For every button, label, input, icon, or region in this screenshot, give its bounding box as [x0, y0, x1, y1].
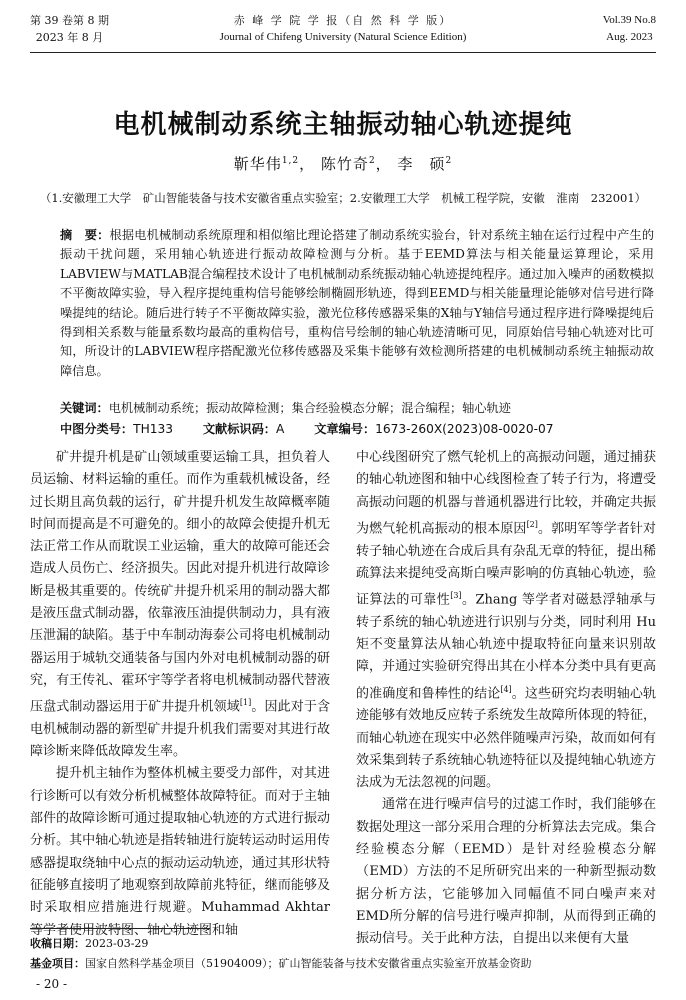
article-number-value: 1673-260X(2023)08-0020-07: [375, 422, 554, 436]
paragraph-text: 。Zhang 等学者对磁悬浮轴承与转子系统的轴心轨迹进行识别与分类，同时利用 Hu 矩不变量算法从轴心轨迹中提取特征向量来识别故障，并通过实验研究得出其在小样本分类中具有更高的准确度和鲁棒性的结论: [356, 592, 656, 701]
doc-code-label: 文献标识码：: [202, 422, 276, 436]
received-date: [30, 935, 148, 951]
keywords-text: 电机械制动系统；振动故障检测；集合经验模态分解；混合编程；轴心轨迹: [108, 401, 511, 415]
fund-label: 基金项目：: [30, 957, 85, 970]
date-en: Aug. 2023: [606, 31, 653, 43]
paragraph-text: 。郭明军等学者针对转子轴心轨迹在合成后具有杂乱无章的特征，提出稀疏算法来提纯受高斯白噪声影响的仿真轴心轨迹，验证算法的可靠性: [356, 521, 656, 608]
received-value: 2023-03-29: [85, 937, 149, 950]
volume-issue-cn: 第 39 卷第 8 期: [30, 14, 109, 27]
affiliations: （1.安徽理工大学 矿山智能装备与技术安徽省重点实验室；2.安徽理工大学 机械工程学院，安徽 淮南 232001）: [39, 191, 647, 205]
classification-line: [60, 420, 654, 437]
clc-label: 中图分类号：: [60, 422, 134, 436]
paragraph-text: 中心线图研究了燃气轮机上的高振动问题，通过捕获的轴心轨迹图和轴中心线图检查了转子行为，将遭受高振动问题的机器与普通机器进行比较，并确定共振为燃气轮机高振动的根本原因: [356, 450, 656, 537]
author-affil-mark: 2: [445, 156, 453, 166]
header-right: [603, 12, 656, 46]
paragraph-text: 提升机主轴作为整体机械主要受力部件，对其进行诊断可以有效分析机械整体故障特征。而对于主轴部件的故障诊断可通过提取轴心轨迹的方式进行振动分析。其中轴心轨迹是指转轴进行旋转运动时运用传感器提取绕轴中心点的振动运动轨迹，通过其形状特征能够直接明了地观察到故障前兆特征，继而能够及时采取相应措施进行规避。Muhammad Akhtar 等学者使用波特图、轴心轨迹图和轴: [30, 766, 330, 938]
body-paragraph: [30, 447, 330, 763]
author-affil-mark: 2: [368, 156, 376, 166]
citation-ref: [4]: [500, 684, 512, 694]
abstract-text: 根据电机械制动系统原理和相似缩比理论搭建了制动系统实验台，针对系统主轴在运行过程中产生的振动干扰问题，采用轴心轨迹进行振动故障检测与分析。基于EEMD算法与相关能量运算理论，采用LABVIEW与MATLAB混合编程技术设计了电机械制动系统振动轴心轨迹提纯程序。通过加入噪声的函数模拟不平衡故障实验，导入程序提纯重构信号能够绘制椭圆形轨迹，得到EEMD与相关能量理论能够对信号进行降噪提纯的结论。随后进行转子不平衡故障实验，激光位移传感器采集的X轴与Y轴信号通过程序进行降噪提纯后得到相关系数与能量系数均最高的重构信号，重构信号绘制的轴心轨迹清晰可见，同原始信号轴心轨迹对比可知，所设计的LABVIEW程序搭配激光位移传感器及采集卡能够有效检测所搭建的电机械制动系统主轴振动故障信息。: [60, 228, 655, 378]
clc-value: TH133: [133, 422, 173, 436]
doc-code-value: A: [276, 422, 285, 436]
body-paragraph: [356, 794, 656, 950]
paragraph-text: 矿井提升机是矿山领域重要运输工具，担负着人员运输、材料运输的重任。而作为重载机械设备，经过长期且高负载的运行，矿井提升机发生故障概率随时间而提高是不可避免的。细小的故障会使提升机无法正常工作从而耽误工业运输，重大的故障可能还会造成人员伤亡、经济损失。因此对提升机进行故障诊断是极其重要的。传统矿井提升机采用的制动器大都是液压盘式制动器，依靠液压油提供制动力，具有液压泄漏的缺陷。基于中车制动海泰公司将电机械制动器运用于城轨交通装备与国内外对电机械制动器的研究，有王传礼、霍环宇等学者将电机械制动器代替液压盘式制动器运用于矿井提升机领域: [30, 450, 330, 715]
body-paragraph: [30, 763, 330, 941]
keywords-label: 关键词：: [60, 401, 109, 415]
citation-ref: [1]: [239, 698, 252, 708]
paragraph-text: 。因此对于含电机械制动器的新型矿井提升机我们需要对其进行故障诊断来降低故障发生率。: [30, 699, 330, 760]
author-name: 靳华伟: [233, 155, 282, 173]
author-name: 陈竹奇: [320, 155, 369, 173]
article-number-label: 文章编号：: [314, 422, 376, 436]
abstract-label: 摘 要：: [60, 228, 110, 242]
paragraph-text: 。这些研究均表明轴心轨迹能够有效地反应转子系统发生故障所体现的特征，而轴心轨迹在现实中必然伴随噪声污染，故而如何有效采集到转子系统轴心轨迹特征以及提纯轴心轨迹方法成为无法忽视的问题。: [356, 685, 656, 791]
running-header: [30, 6, 656, 53]
author-affil-mark: 1,2: [281, 156, 300, 166]
date-cn: 2023 年 8 月: [35, 31, 104, 44]
paragraph-text: 通常在进行噪声信号的过滤工作时，我们能够在数据处理这一部分采用合理的分析算法去完成。集合经验模态分解（EEMD）是针对经验模态分解（EMD）方法的不足所研究出来的一种新型振动数据分析方法，它能够加入同幅值不同白噪声来对EMD所分解的信号进行噪声抑制，从而得到正确的振动信号。关于此种方法，自提出以来便有大量: [356, 797, 656, 947]
paper-title: 电机械制动系统主轴振动轴心轨迹提纯: [113, 110, 573, 140]
journal-name-cn: 赤 峰 学 院 学 报（自 然 科 学 版）: [233, 14, 453, 27]
body-paragraph: [356, 447, 656, 794]
footnote-rule: [30, 928, 210, 929]
body-column-right: [356, 447, 656, 951]
abstract: [60, 226, 654, 381]
body-column-left: [30, 447, 330, 942]
citation-ref: [3]: [450, 591, 462, 601]
volume-issue-en: Vol.39 No.8: [602, 14, 656, 26]
author-list: 靳华伟$^{1,2}$， 陈竹奇$^2$， 李 硕$^2$: [233, 155, 453, 173]
received-label: 收稿日期：: [30, 937, 85, 950]
fund-value: 国家自然科学基金项目（51904009）；矿山智能装备与技术安徽省重点实验室开放基金资助: [85, 957, 532, 970]
funding-note: [30, 955, 532, 971]
page-number: - 20 -: [36, 977, 68, 991]
header-center: [30, 12, 656, 46]
citation-ref: [2]: [526, 519, 538, 529]
journal-name-en: Journal of Chifeng University (Natural Science Edition): [219, 31, 467, 43]
author-name: 李 硕: [397, 155, 446, 173]
keywords: [60, 399, 654, 416]
